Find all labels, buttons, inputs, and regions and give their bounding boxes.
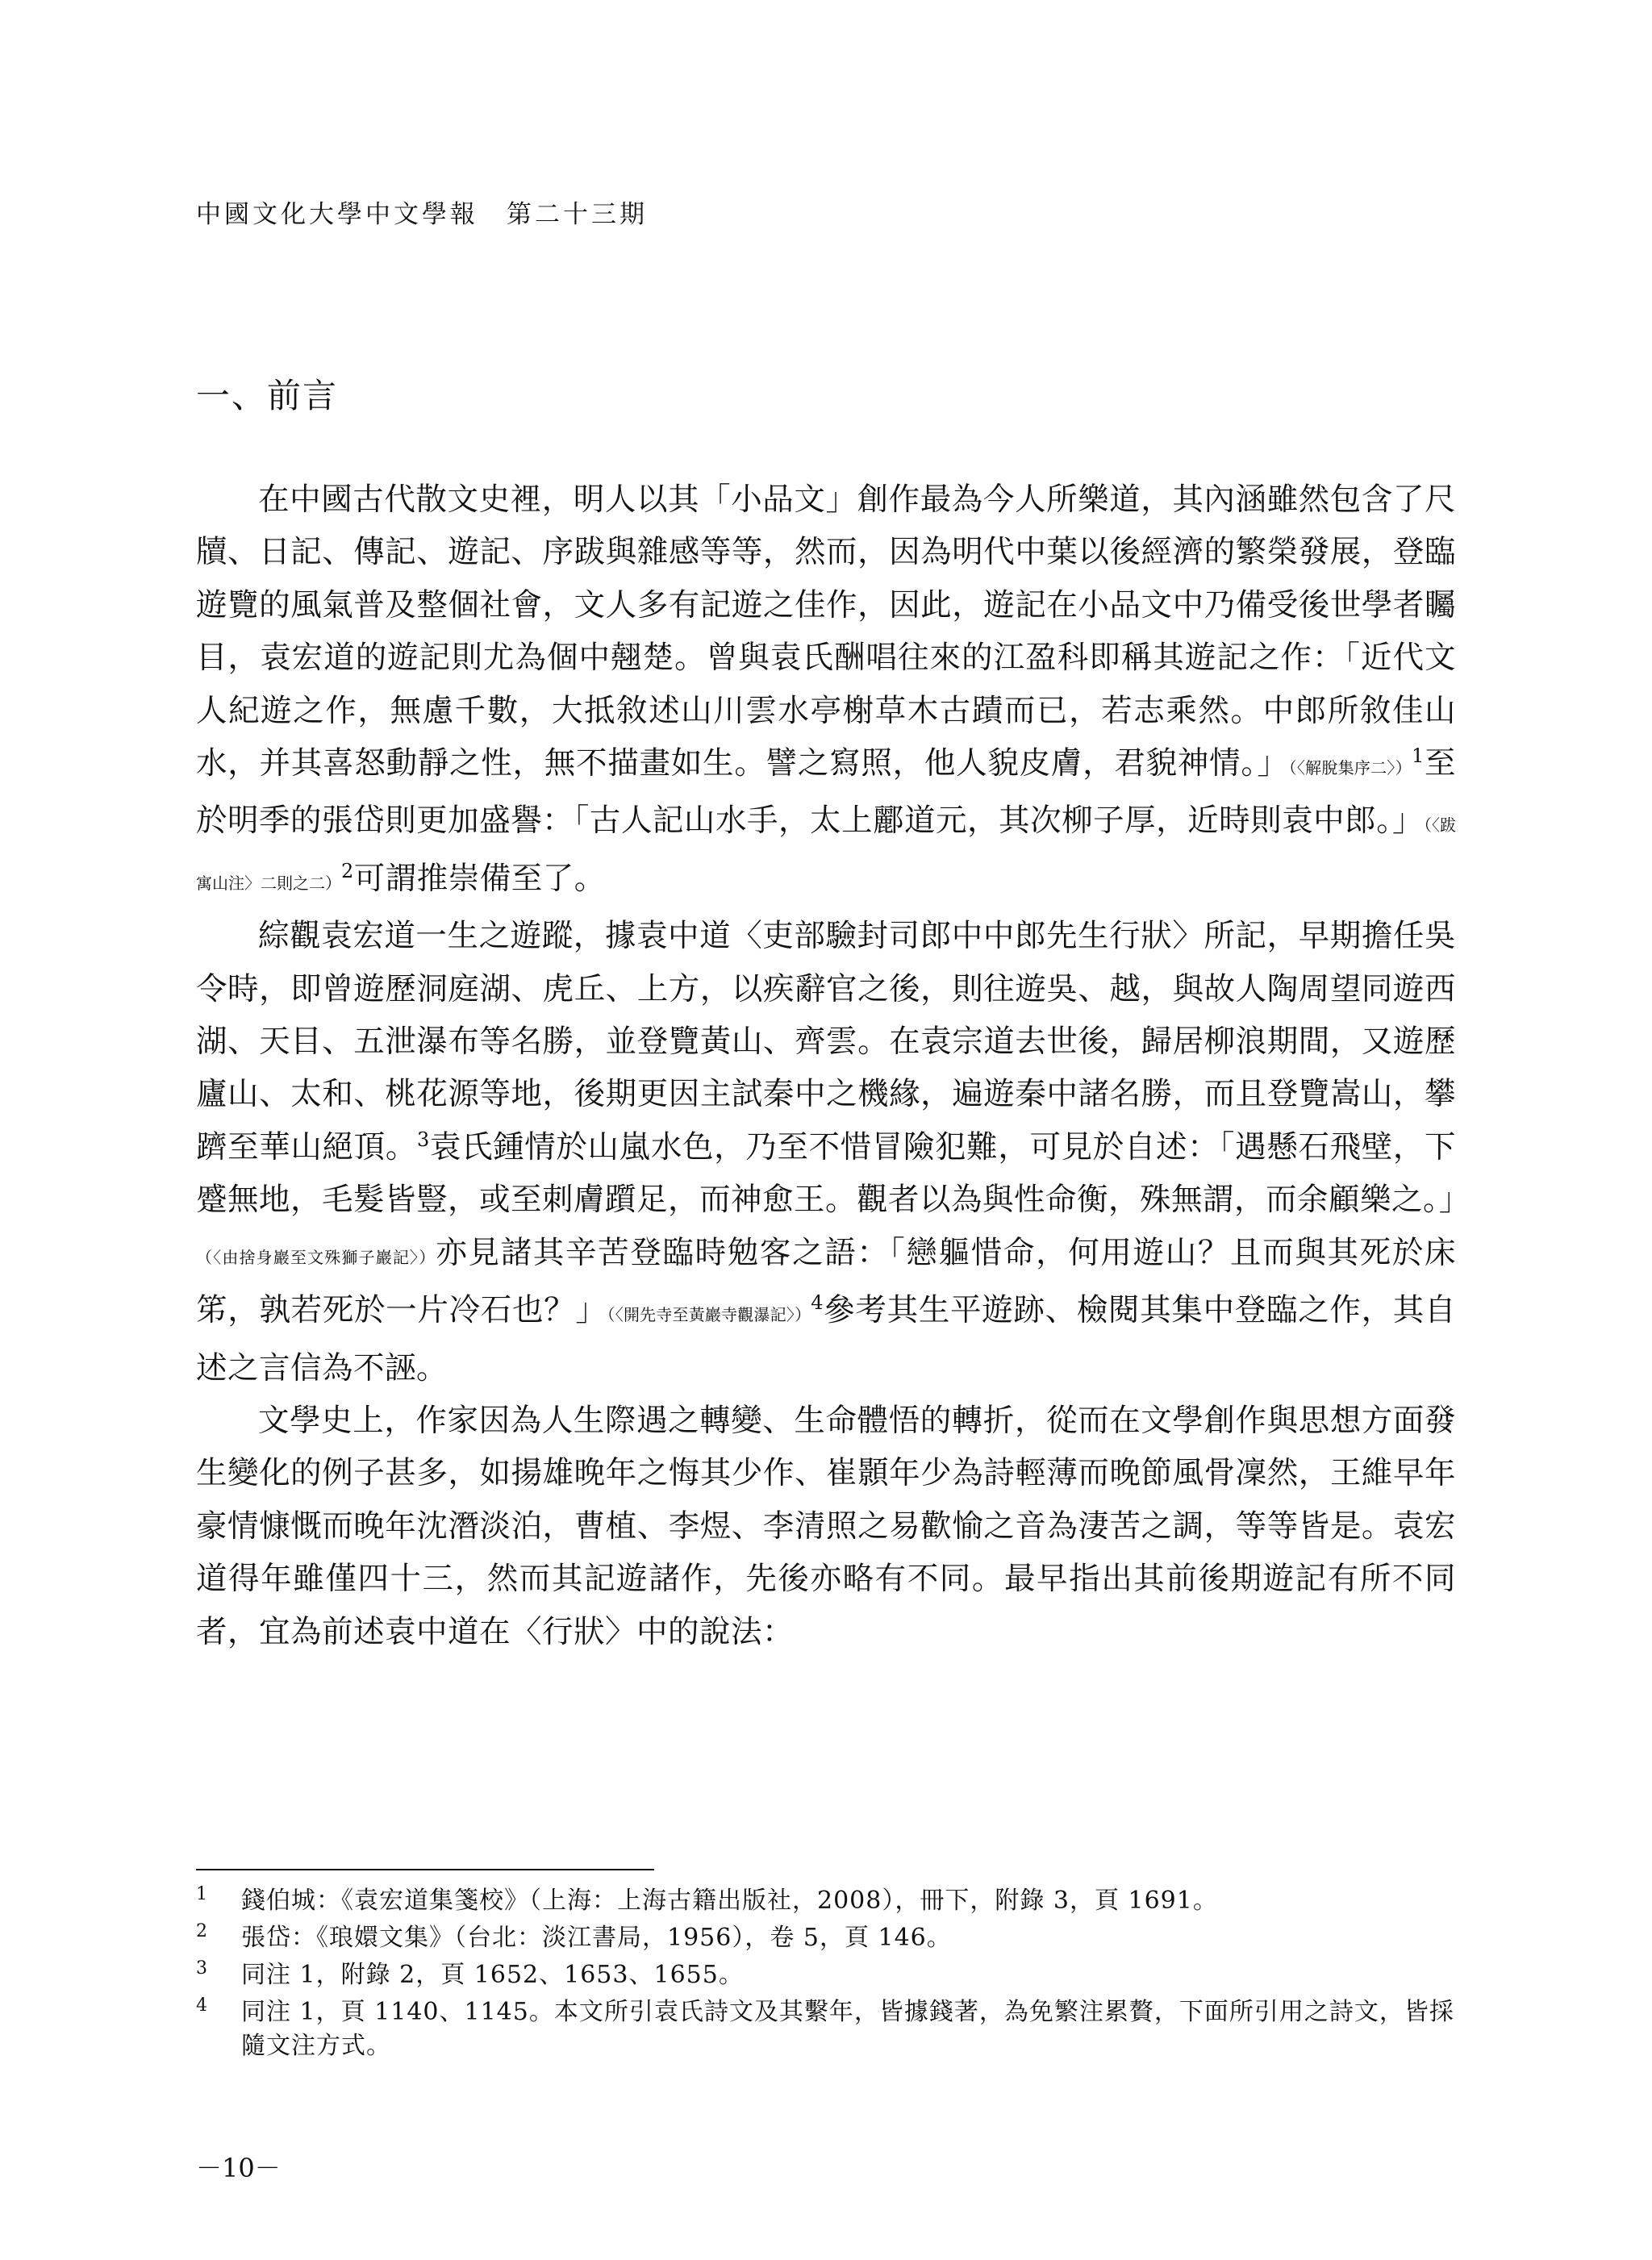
footnote-number: 3 (196, 1958, 208, 1979)
section-heading: 一、前言 (196, 376, 339, 415)
page-number: －10－ (196, 2153, 281, 2183)
body-text (196, 473, 1471, 1658)
footnote-4 (196, 1995, 1456, 2063)
paragraph-text: 在中國古代散文史裡，明人以其「小品文」創作最為今人所樂道，其內涵雖然包含了尺牘、日記、傳記、遊記、序跋與雜感等等，然而，因為明代中葉以後經濟的繁榮發展，登臨遊覽的風氣普及整個社會，文人多有記遊之佳作，因此，遊記在小品文中乃備受後世學者矚目，袁宏道的遊記則尤為個中翹楚。曾與袁氏酬唱往來的江盈科即稱其遊記之作：「近代文人紀遊之作，無慮千數，大抵敘述山川雲水亭榭草木古蹟而已，若志乘然。中郎所敘佳山水，并其喜怒動靜之性，無不描畫如生。譬之寫照，他人貌皮膚，君貌神情。」 (196, 482, 1456, 782)
footnote-number: 1 (196, 1884, 208, 1904)
paragraph-text: 綜觀袁宏道一生之遊蹤，據袁中道〈吏部驗封司郎中中郎先生行狀〉所記，早期擔任吳令時，即曾遊歷洞庭湖、虎丘、上方，以疾辭官之後，則往遊吳、越，與故人陶周望同遊西湖、天目、五泄瀑布等名勝，並登覽黃山、齊雲。在袁宗道去世後，歸居柳浪期間，又遊歷廬山、太和、桃花源等地，後期更因主試秦中之機緣，遍遊秦中諸名勝，而且登覽嵩山，攀躋至華山絕頂。 (196, 918, 1456, 1165)
footnotes (196, 1884, 1456, 2066)
footnote-3 (196, 1958, 1456, 1992)
inline-citation: （〈解脫集序二〉） (1288, 758, 1412, 778)
paragraph-text: 文學史上，作家因為人生際遇之轉變、生命體悟的轉折，從而在文學創作與思想方面發生變化的例子甚多，如揚雄晚年之悔其少作、崔顥年少為詩輕薄而晚節風骨凜然，王維早年豪情慷慨而晚年沈潛淡泊，曹植、李煜、李清照之易歡愉之音為淒苦之調，等等皆是。袁宏道得年雖僅四十三，然而其記遊諸作，先後亦略有不同。最早指出其前後期遊記有所不同者，宜為前述袁中道在〈行狀〉中的說法： (196, 1402, 1456, 1650)
footnote-text: 張岱：《琅嬛文集》（台北：淡江書局，1956），卷 5，頁 146。 (241, 1924, 952, 1952)
paragraph-1 (196, 473, 1456, 910)
paragraph-text: 袁氏鍾情於山嵐水色，乃至不惜冒險犯難，可見於自述：「遇懸石飛壁，下蹙無地，毛髮皆豎，或至刺膚躓足，而神愈王。觀者以為與性命衡，殊無謂，而余顧樂之。」 (196, 1128, 1471, 1219)
inline-citation: （〈跋寓山注〉二則之二） (196, 815, 1456, 893)
paragraph-3 (196, 1395, 1456, 1658)
footnote-ref-3: 3 (416, 1128, 430, 1152)
footnote-2 (196, 1921, 1456, 1955)
running-header: 中國文化大學中文學報 第二十三期 (196, 200, 648, 229)
footnote-1 (196, 1884, 1456, 1918)
footnote-ref-2: 2 (341, 860, 354, 883)
footnote-text: 錢伯城：《袁宏道集箋校》（上海：上海古籍出版社，2008），冊下，附錄 3，頁 1691。 (241, 1887, 1218, 1915)
inline-citation: （〈由捨身巖至文殊獅子巖記〉） (196, 1247, 436, 1267)
footnote-number: 4 (196, 1995, 208, 2016)
paragraph-text: 可謂推崇備至了。 (353, 860, 606, 897)
paragraph-text: 亦見諸其辛苦登臨時勉客之語：「戀軀惜命，何用遊山？且而與其死於床笫，孰若死於一片冷石也？」 (196, 1234, 1456, 1329)
paragraph-text: 參考其生平遊跡、檢閱其集中登臨之作，其自述之言信為不誣。 (196, 1292, 1456, 1386)
inline-citation: （〈開先寺至黃巖寺觀瀑記〉） (607, 1305, 811, 1325)
footnote-number: 2 (196, 1921, 208, 1941)
paragraph-text: 至於明季的張岱則更加盛譽：「古人記山水手，太上酈道元，其次柳子厚，近時則袁中郎。」 (196, 745, 1456, 840)
footnote-ref-4: 4 (811, 1291, 824, 1315)
footnote-ref-1: 1 (1411, 744, 1425, 768)
footnote-divider (196, 1869, 654, 1870)
footnote-text: 同注 1，頁 1140、1145。本文所引袁氏詩文及其繫年，皆據錢著，為免繁注累贅，下面所引用之詩文，皆採隨文注方式。 (241, 1998, 1454, 2060)
paragraph-2 (196, 910, 1471, 1395)
footnote-text: 同注 1，附錄 2，頁 1652、1653、1655。 (241, 1961, 744, 1989)
